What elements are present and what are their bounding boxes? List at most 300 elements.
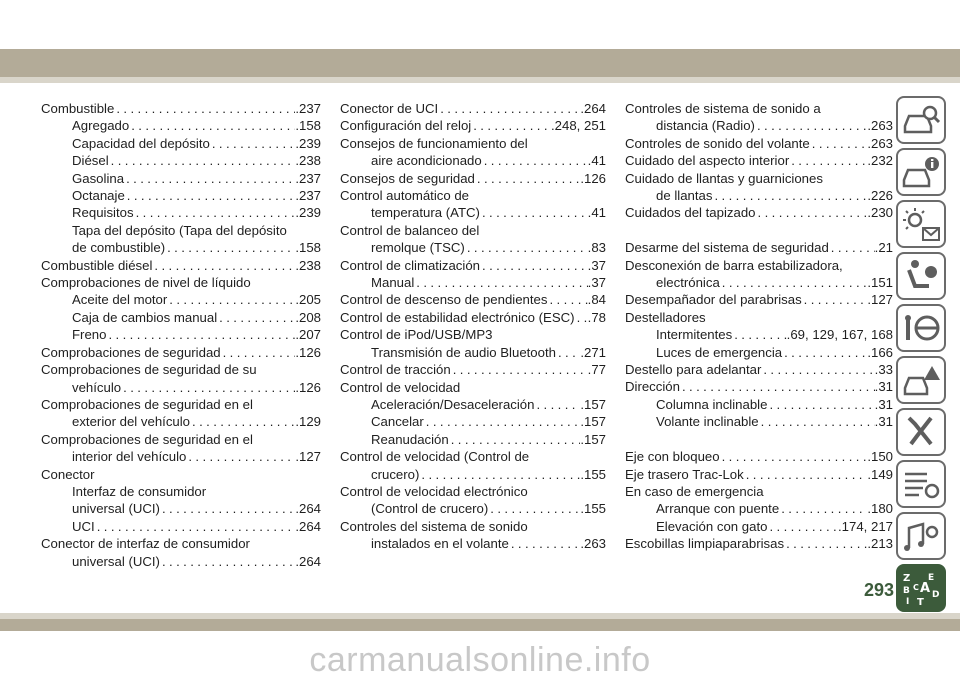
index-entry-text: Consejos de funcionamiento del [340, 135, 528, 151]
index-entry [340, 309, 606, 326]
index-entry-page: .126 [295, 344, 321, 360]
index-entry [41, 535, 321, 552]
index-entry-page: .83 [587, 240, 606, 256]
index-entry [625, 291, 893, 308]
index-entry-text: Luces de emergencia [656, 344, 783, 360]
index-entry-text: Destello para adelantar [625, 362, 762, 378]
tab-starting-operating[interactable] [896, 304, 946, 352]
dot-leader [482, 152, 588, 169]
index-subentry [340, 274, 606, 291]
dot-leader [95, 518, 296, 535]
index-entry-text: interior del vehículo [72, 449, 187, 465]
index-entry-page: .33 [874, 362, 893, 378]
index-entry-text: Desconexión de barra estabilizadora, [625, 257, 843, 273]
index-entry-page: .263 [867, 135, 893, 151]
svg-text:B: B [903, 586, 910, 596]
index-entry-text: distancia (Radio) [656, 118, 755, 134]
index-entry-text: Control de velocidad [340, 379, 461, 395]
index-entry [340, 448, 606, 465]
airbag-seat-icon [901, 258, 941, 294]
index-subentry [625, 326, 893, 343]
dot-leader [779, 500, 867, 517]
index-entry-page: .239 [295, 135, 321, 151]
index-subentry [41, 413, 321, 430]
index-gap [625, 431, 893, 448]
index-entry-text: Control de climatización [340, 257, 480, 273]
index-subentry [41, 135, 321, 152]
dot-leader [414, 274, 587, 291]
index-entry-page: .127 [867, 292, 893, 308]
index-entry-page: .264 [580, 101, 606, 116]
index-entry-text: aire acondicionado [371, 153, 482, 169]
index-entry-text: Arranque con puente [656, 501, 780, 517]
index-entry-page: .174, 217 [838, 518, 893, 534]
dot-leader [720, 274, 868, 291]
index-entry-text: universal (UCI) [72, 501, 160, 517]
index-entry-page: .155 [580, 466, 606, 482]
index-subentry [625, 413, 893, 430]
index-subentry [625, 187, 893, 204]
index-entry-page: .205 [295, 292, 321, 308]
index-entry-page: .31 [874, 396, 893, 412]
index-entry [41, 344, 321, 361]
dot-leader [221, 344, 296, 361]
index-subentry [41, 379, 321, 396]
index-entry-text: crucero) [371, 466, 420, 482]
dot-leader [419, 466, 580, 483]
index-entry-page: .157 [580, 396, 606, 412]
index-subentry [41, 239, 321, 256]
index-entry-text: Transmisión de audio Bluetooth [371, 344, 556, 360]
dot-leader [160, 553, 295, 570]
index-subentry [41, 483, 321, 500]
index-entry-page: .84 [587, 292, 606, 308]
index-entry [340, 117, 606, 134]
index-entry-text: Control de balanceo del [340, 222, 480, 238]
index-entry-text: Controles del sistema de sonido [340, 518, 528, 534]
index-subentry [41, 170, 321, 187]
multimedia-icon [901, 518, 941, 554]
top-band [0, 49, 960, 77]
index-entry-page: .237 [295, 101, 321, 116]
dot-leader [160, 500, 295, 517]
index-entry-page: .166 [867, 344, 893, 360]
index-column-1 [41, 100, 321, 570]
index-entry [340, 222, 606, 239]
top-band-light [0, 77, 960, 83]
dot-leader [755, 117, 867, 134]
index-subentry [340, 204, 606, 221]
index-entry [340, 518, 606, 535]
index-entry [340, 326, 606, 343]
index-entry-text: Tapa del depósito (Tapa del depósito [72, 222, 287, 238]
index-entry-text: Dirección [625, 379, 680, 395]
index-entry-page: .150 [867, 449, 893, 465]
dot-leader [210, 135, 295, 152]
index-entry-text: Elevación con gato [656, 518, 768, 534]
index-subentry [41, 187, 321, 204]
index-subentry [340, 152, 606, 169]
service-tools-icon [901, 414, 941, 450]
index-subentry [41, 204, 321, 221]
index-entry [625, 448, 893, 465]
index-entry-text: Interfaz de consumidor [72, 483, 207, 499]
dot-leader [134, 204, 296, 221]
dot-leader [190, 413, 295, 430]
index-entry [625, 135, 893, 152]
index-entry-text: de llantas [656, 188, 713, 204]
car-magnifier-icon [901, 102, 941, 138]
index-entry-page: .127 [295, 449, 321, 465]
index-entry-text: Conector de interfaz de consumidor [41, 536, 250, 552]
dot-leader [534, 396, 580, 413]
index-entry [340, 361, 606, 378]
index-entry [41, 100, 321, 117]
index-entry [625, 309, 893, 326]
index-entry [41, 274, 321, 291]
index-entry-page: .149 [867, 466, 893, 482]
index-entry-text: Requisitos [72, 205, 134, 221]
index-subentry [340, 396, 606, 413]
tab-vehicle-info[interactable] [896, 148, 946, 196]
index-entry-page: .238 [295, 257, 321, 273]
index-entry-text: Desempañador del parabrisas [625, 292, 802, 308]
index-entry-text: (Control de crucero) [371, 501, 489, 517]
index-entry [340, 187, 606, 204]
index-entry-page: .248, 251 [551, 118, 606, 134]
index-subentry [41, 117, 321, 134]
index-subentry [41, 326, 321, 343]
index-entry-text: Controles de sistema de sonido a [625, 101, 821, 116]
index-entry-text: Consejos de seguridad [340, 170, 475, 186]
index-entry [41, 361, 321, 378]
svg-text:T: T [917, 597, 924, 606]
index-subentry [625, 117, 893, 134]
index-entry-text: Configuración del reloj [340, 118, 472, 134]
index-subentry [340, 466, 606, 483]
index-entry-page: .263 [867, 118, 893, 134]
dot-leader [575, 309, 588, 326]
index-entry-text: Intermitentes [656, 327, 733, 343]
index-entry-page: .271 [580, 344, 606, 360]
index-entry-text: instalados en el volante [371, 536, 509, 552]
index-entry-text: Control de tracción [340, 362, 451, 378]
index-entry-text: Destelladores [625, 309, 706, 325]
dot-leader [712, 187, 867, 204]
index-entry-text: Volante inclinable [656, 414, 759, 430]
index-entry [625, 170, 893, 187]
index-column-2 [340, 100, 606, 553]
index-entry-text: Comprobaciones de nivel de líquido [41, 275, 251, 291]
tab-warning-lights[interactable] [896, 200, 946, 248]
dot-leader [475, 170, 580, 187]
page-number: 293 [863, 580, 894, 600]
dot-leader [438, 100, 580, 117]
index-entry-text: Comprobaciones de seguridad de su [41, 362, 257, 378]
index-entry [340, 483, 606, 500]
index-entry-page: .41 [587, 205, 606, 221]
dot-leader [720, 448, 868, 465]
dot-leader [680, 378, 875, 395]
dot-leader [217, 309, 295, 326]
index-subentry [340, 500, 606, 517]
index-entry-page: .264 [295, 553, 321, 569]
index-entry-text: temperatura (ATC) [371, 205, 480, 221]
index-letters-icon [901, 570, 941, 606]
index-entry-page: .232 [867, 153, 893, 169]
dot-leader [129, 117, 295, 134]
tab-safety[interactable] [896, 252, 946, 300]
index-entry [340, 100, 606, 117]
index-entry-page: .157 [580, 431, 606, 447]
index-entry-page: .31 [874, 379, 893, 395]
index-entry-page: .37 [587, 275, 606, 291]
index-entry [340, 291, 606, 308]
index-entry-text: de combustible) [72, 240, 166, 256]
index-entry-page: .157 [580, 414, 606, 430]
index-entry-text: UCI [72, 518, 95, 534]
index-entry-page: .77 [587, 362, 606, 378]
index-entry-page: .263 [580, 536, 606, 552]
tab-index[interactable] [896, 564, 946, 612]
index-gap [625, 222, 893, 239]
dot-leader [810, 135, 868, 152]
index-entry-text: En caso de emergencia [625, 483, 764, 499]
index-entry-text: Control de iPod/USB/MP3 [340, 327, 493, 343]
index-entry [340, 379, 606, 396]
index-entry [625, 535, 893, 552]
section-tabs [896, 96, 952, 616]
dot-leader [424, 413, 581, 430]
index-entry-text: Comprobaciones de seguridad en el [41, 431, 253, 447]
warning-lights-icon [901, 206, 941, 242]
index-entry-page: .207 [295, 327, 321, 343]
dot-leader [449, 431, 581, 448]
index-entry [340, 170, 606, 187]
index-entry-text: Comprobaciones de seguridad en el [41, 396, 253, 412]
index-entry-page: .151 [867, 275, 893, 291]
index-entry-text: Cuidado del aspecto interior [625, 153, 790, 169]
dot-leader [165, 239, 295, 256]
index-entry-page: .126 [580, 170, 606, 186]
index-entry-text: Control de velocidad (Control de [340, 449, 530, 465]
index-entry-text: Aceleración/Desaceleración [371, 396, 535, 412]
index-entry-page: .230 [867, 205, 893, 221]
index-entry-page: .21 [874, 240, 893, 256]
index-entry [41, 396, 321, 413]
index-subentry [625, 344, 893, 361]
index-entry-page: .69, 129, 167, 168 [786, 327, 893, 343]
dot-leader [471, 117, 551, 134]
dot-leader [556, 344, 580, 361]
dot-leader [782, 344, 867, 361]
controls-icon [901, 310, 941, 346]
tab-getting-to-know[interactable] [896, 96, 946, 144]
index-entry-text: Cuidados del tapizado [625, 205, 756, 221]
dot-leader [547, 291, 587, 308]
index-entry-page: .238 [295, 153, 321, 169]
index-entry-page: .31 [874, 414, 893, 430]
index-entry-text: Agregado [72, 118, 130, 134]
index-subentry [340, 535, 606, 552]
index-entry [625, 204, 893, 221]
index-entry [340, 135, 606, 152]
dot-leader [767, 396, 874, 413]
index-entry-page: .208 [295, 309, 321, 325]
index-subentry [340, 239, 606, 256]
dot-leader [732, 326, 786, 343]
index-entry-text: Conector de UCI [340, 101, 439, 116]
index-entry-page: .129 [295, 414, 321, 430]
index-entry [625, 466, 893, 483]
dot-leader [767, 518, 838, 535]
index-subentry [625, 518, 893, 535]
index-entry-page: .264 [295, 518, 321, 534]
dot-leader [784, 535, 867, 552]
tab-multimedia[interactable] [896, 512, 946, 560]
index-entry [625, 239, 893, 256]
dot-leader [759, 413, 875, 430]
index-entry [625, 152, 893, 169]
index-entry-text: Control de descenso de pendientes [340, 292, 548, 308]
index-column-3 [625, 100, 893, 553]
index-subentry [41, 518, 321, 535]
index-subentry [625, 274, 893, 291]
index-entry-text: remolque (TSC) [371, 240, 465, 256]
index-entry-text: electrónica [656, 275, 720, 291]
index-entry-text: Eje trasero Trac-Lok [625, 466, 744, 482]
dot-leader [509, 535, 580, 552]
index-entry-text: Combustible diésel [41, 257, 153, 273]
index-entry-page: .158 [295, 240, 321, 256]
index-subentry [41, 553, 321, 570]
index-entry [41, 431, 321, 448]
index-entry-text: Cuidado de llantas y guarniciones [625, 170, 823, 186]
index-entry-text: Escobillas limpiaparabrisas [625, 536, 785, 552]
dot-leader [125, 187, 296, 204]
bottom-band [0, 619, 960, 631]
index-entry-text: Conector [41, 466, 95, 482]
index-entry [625, 378, 893, 395]
dot-leader [451, 361, 588, 378]
index-entry-page: .37 [587, 257, 606, 273]
index-entry-text: Aceite del motor [72, 292, 168, 308]
dot-leader [829, 239, 875, 256]
index-entry-page: .239 [295, 205, 321, 221]
index-entry-page: .126 [295, 379, 321, 395]
index-entry-text: Eje con bloqueo [625, 449, 720, 465]
index-entry-text: Control de estabilidad electrónico (ESC) [340, 309, 575, 325]
dot-leader [761, 361, 874, 378]
index-entry-page: .180 [867, 501, 893, 517]
index-entry-page: .158 [295, 118, 321, 134]
index-entry-text: universal (UCI) [72, 553, 160, 569]
index-entry [625, 257, 893, 274]
dot-leader [744, 466, 868, 483]
index-subentry [340, 413, 606, 430]
dot-leader [802, 291, 868, 308]
index-entry-text: Cancelar [371, 414, 424, 430]
index-subentry [41, 152, 321, 169]
index-entry-text: Combustible [41, 101, 115, 116]
index-entry-text: Gasolina [72, 170, 125, 186]
svg-text:A: A [920, 581, 931, 596]
tab-service[interactable] [896, 408, 946, 456]
dot-leader [488, 500, 580, 517]
index-entry-text: Octanaje [72, 188, 125, 204]
index-entry-text: Caja de cambios manual [72, 309, 218, 325]
dot-leader [480, 204, 588, 221]
tab-specifications[interactable] [896, 460, 946, 508]
index-entry-page: .41 [587, 153, 606, 169]
index-subentry [625, 396, 893, 413]
index-subentry [41, 291, 321, 308]
index-subentry [41, 309, 321, 326]
index-entry-page: .155 [580, 501, 606, 517]
index-entry [625, 361, 893, 378]
dot-leader [789, 152, 867, 169]
index-entry-text: vehículo [72, 379, 122, 395]
watermark: carmanualsonline.info [309, 641, 651, 679]
svg-text:C: C [913, 583, 919, 592]
dot-leader [465, 239, 588, 256]
index-entry-text: Desarme del sistema de seguridad [625, 240, 829, 256]
dot-leader [124, 170, 295, 187]
dot-leader [109, 152, 296, 169]
dot-leader [186, 448, 295, 465]
svg-text:I: I [906, 597, 910, 606]
car-info-icon [901, 154, 941, 190]
svg-text:E: E [928, 573, 935, 583]
dot-leader [106, 326, 295, 343]
index-entry-text: Manual [371, 275, 415, 291]
index-entry-page: .237 [295, 170, 321, 186]
svg-text:Z: Z [903, 573, 911, 584]
dot-leader [756, 204, 868, 221]
hazard-car-icon [901, 362, 941, 398]
index-entry-text: Diésel [72, 153, 109, 169]
dot-leader [121, 379, 295, 396]
svg-text:D: D [932, 590, 940, 600]
index-entry-page: .264 [295, 501, 321, 517]
index-subentry [625, 500, 893, 517]
index-entry [625, 483, 893, 500]
index-subentry [41, 448, 321, 465]
tab-emergency[interactable] [896, 356, 946, 404]
index-entry [625, 100, 893, 117]
index-entry-text: Freno [72, 327, 107, 343]
dot-leader [114, 100, 295, 117]
index-entry-text: Capacidad del depósito [72, 135, 210, 151]
index-entry-text: Columna inclinable [656, 396, 768, 412]
index-entry-text: Control de velocidad electrónico [340, 483, 528, 499]
index-entry-page: .78 [587, 309, 606, 325]
index-entry-page: .237 [295, 188, 321, 204]
index-subentry [340, 344, 606, 361]
index-entry-page: .213 [867, 536, 893, 552]
dot-leader [167, 291, 295, 308]
index-entry-text: Controles de sonido del volante [625, 135, 810, 151]
dot-leader [480, 257, 588, 274]
index-entry-text: Reanudación [371, 431, 449, 447]
index-entry-text: Comprobaciones de seguridad [41, 344, 221, 360]
index-entry-text: Control automático de [340, 188, 470, 204]
index-entry-text: exterior del vehículo [72, 414, 191, 430]
index-entry [340, 257, 606, 274]
index-entry [41, 257, 321, 274]
index-subentry [41, 222, 321, 239]
index-entry [41, 466, 321, 483]
